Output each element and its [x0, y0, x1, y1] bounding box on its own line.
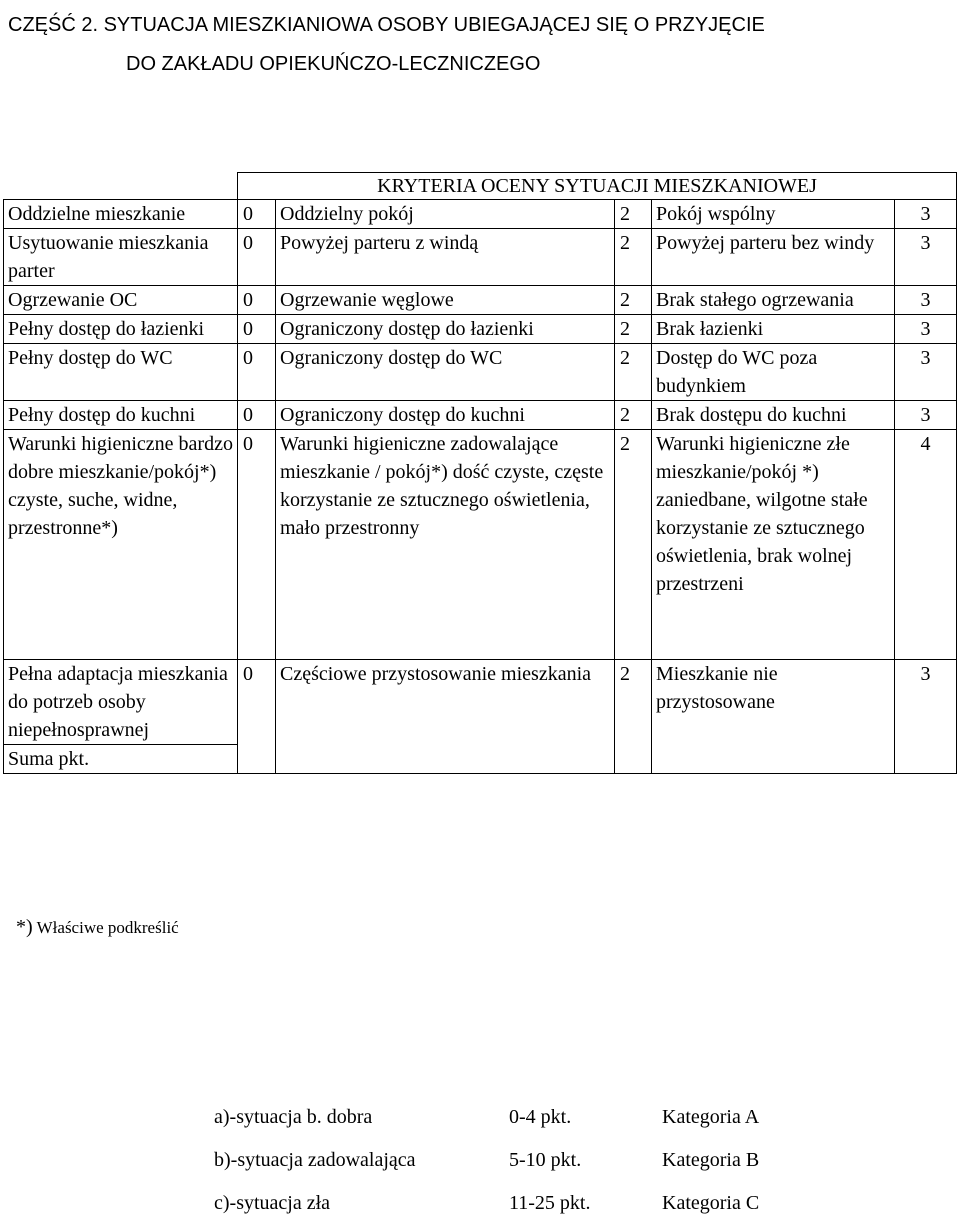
score-0: 0: [238, 344, 276, 401]
score-4: 4: [895, 430, 957, 660]
score-2: 2: [615, 401, 652, 430]
option-medium: Pokój wspólny: [652, 200, 895, 229]
score-2: 2: [615, 229, 652, 286]
score-3: 3: [895, 401, 957, 430]
heading-line-1: CZĘŚĆ 2. SYTUACJA MIESZKIANIOWA OSOBY UBIEGAJĄCEJ SIĘ O PRZYJĘCIE: [8, 14, 765, 36]
criterion-label: Ogrzewanie OC: [4, 286, 238, 315]
option-good: Ograniczony dostęp do kuchni: [276, 401, 615, 430]
footnote-marker: *): [16, 916, 33, 938]
score-3: 3: [895, 660, 957, 774]
option-good: Warunki higieniczne zadowalające mieszkanie / pokój*) dość czyste, częste korzystanie ze sztucznego oświetlenia, mało przestronny: [276, 430, 615, 660]
score-2: 2: [615, 430, 652, 660]
score-0: 0: [238, 660, 276, 774]
table-row: [4, 344, 957, 401]
sum-label: Suma pkt.: [4, 745, 238, 774]
score-2: 2: [615, 660, 652, 774]
situation-label: a)-sytuacja b. dobra: [214, 1106, 373, 1128]
table-row: [4, 229, 957, 286]
score-0: 0: [238, 286, 276, 315]
score-0: 0: [238, 315, 276, 344]
score-3: 3: [895, 229, 957, 286]
points-range: 0-4 pkt.: [509, 1106, 572, 1128]
option-good: Oddzielny pokój: [276, 200, 615, 229]
table-row: [4, 430, 957, 660]
table-title: KRYTERIA OCENY SYTUACJI MIESZKANIOWEJ: [238, 173, 957, 200]
criterion-label: Usytuowanie mieszkania parter: [4, 229, 238, 286]
criterion-label: Pełny dostęp do kuchni: [4, 401, 238, 430]
score-0: 0: [238, 401, 276, 430]
criterion-label: Warunki higieniczne bardzo dobre mieszkanie/pokój*) czyste, suche, widne, przestronne*): [4, 430, 238, 660]
points-range: 5-10 pkt.: [509, 1149, 582, 1171]
footnote-text: Właściwe podkreślić: [36, 918, 179, 937]
table-row: [4, 401, 957, 430]
score-3: 3: [895, 315, 957, 344]
option-medium: Powyżej parteru bez windy: [652, 229, 895, 286]
category-name: Kategoria B: [662, 1149, 760, 1171]
score-2: 2: [615, 286, 652, 315]
option-good: Ograniczony dostęp do WC: [276, 344, 615, 401]
footnote: [16, 916, 179, 939]
option-medium: Dostęp do WC poza budynkiem: [652, 344, 895, 401]
points-range: 11-25 pkt.: [509, 1192, 591, 1214]
score-3: 3: [895, 200, 957, 229]
option-medium: Warunki higieniczne złe mieszkanie/pokój *) zaniedbane, wilgotne stałe korzystanie ze sztucznego oświetlenia, brak wolnej przestrzeni: [652, 430, 895, 660]
score-0: 0: [238, 200, 276, 229]
heading-line-2: DO ZAKŁADU OPIEKUŃCZO-LECZNICZEGO: [126, 53, 541, 75]
score-0: 0: [238, 430, 276, 660]
option-good: Ograniczony dostęp do łazienki: [276, 315, 615, 344]
score-2: 2: [615, 315, 652, 344]
score-3: 3: [895, 344, 957, 401]
category-table: [214, 1096, 759, 1225]
page-heading: [8, 6, 948, 84]
criterion-label: Pełny dostęp do łazienki: [4, 315, 238, 344]
header-empty-cell: [4, 173, 238, 200]
situation-label: c)-sytuacja zła: [214, 1192, 331, 1214]
criterion-label: Pełna adaptacja mieszkania do potrzeb osoby niepełnosprawnej: [4, 660, 238, 745]
option-medium: Brak łazienki: [652, 315, 895, 344]
option-good: Powyżej parteru z windą: [276, 229, 615, 286]
table-header-row: [4, 173, 957, 200]
criterion-label: Pełny dostęp do WC: [4, 344, 238, 401]
score-2: 2: [615, 200, 652, 229]
criterion-label: Oddzielne mieszkanie: [4, 200, 238, 229]
option-medium: Brak dostępu do kuchni: [652, 401, 895, 430]
category-row: [214, 1096, 759, 1139]
situation-label: b)-sytuacja zadowalająca: [214, 1149, 416, 1171]
table-row: [4, 315, 957, 344]
criteria-table: [3, 172, 957, 774]
category-name: Kategoria C: [662, 1192, 760, 1214]
option-medium: Mieszkanie nie przystosowane: [652, 660, 895, 774]
option-good: Częściowe przystosowanie mieszkania: [276, 660, 615, 774]
score-2: 2: [615, 344, 652, 401]
option-medium: Brak stałego ogrzewania: [652, 286, 895, 315]
category-name: Kategoria A: [662, 1106, 760, 1128]
score-0: 0: [238, 229, 276, 286]
table-row: [4, 200, 957, 229]
table-row: [4, 660, 957, 745]
score-3: 3: [895, 286, 957, 315]
table-row: [4, 286, 957, 315]
option-good: Ogrzewanie węglowe: [276, 286, 615, 315]
category-row: [214, 1182, 759, 1225]
category-row: [214, 1139, 759, 1182]
